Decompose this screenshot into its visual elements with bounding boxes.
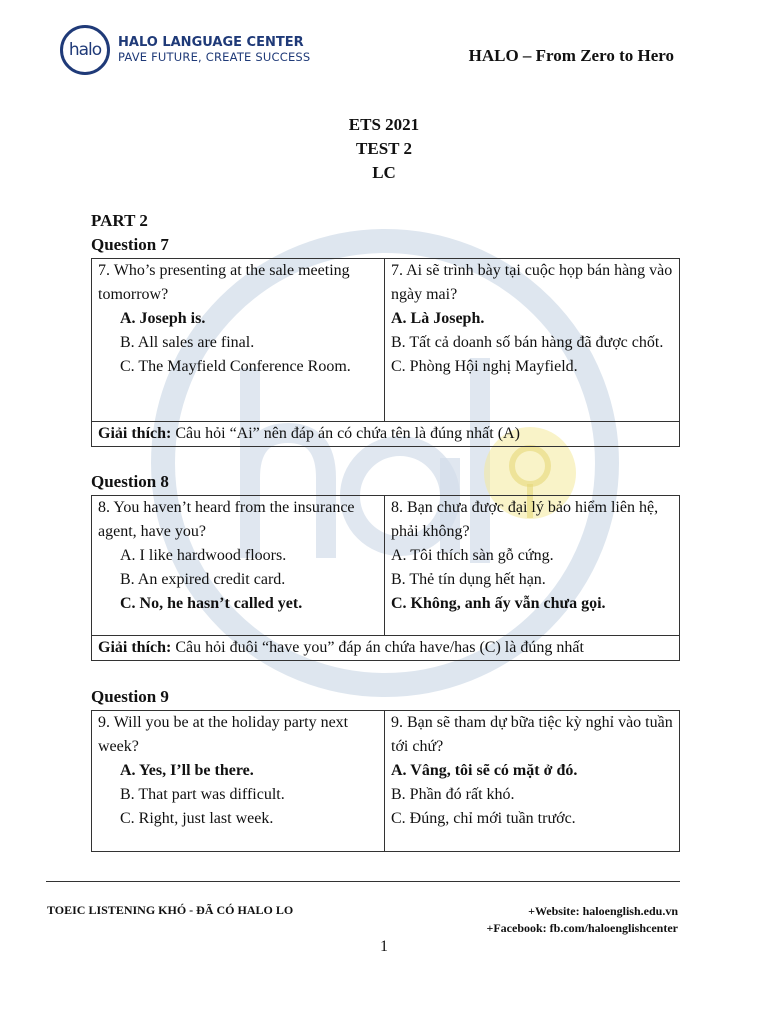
answer-option-vi: A. Vâng, tôi sẽ có mặt ở đó. [391, 762, 578, 779]
english-cell [92, 259, 385, 422]
question-table [91, 495, 680, 661]
question-heading: Question 7 [91, 235, 169, 254]
vietnamese-cell [385, 711, 680, 852]
question-prompt-en: 9. Will you be at the holiday party next week? [98, 714, 349, 755]
question-table [91, 258, 680, 447]
answer-option-vi: C. Không, anh ấy vẫn chưa gọi. [391, 595, 606, 612]
answer-option-vi: B. Tất cả doanh số bán hàng đã được chốt. [391, 334, 664, 351]
explanation-row [92, 422, 680, 447]
answer-option-en: C. Right, just last week. [120, 810, 274, 827]
header-tagline: HALO – From Zero to Hero [468, 46, 674, 65]
footer-facebook-link[interactable]: +Facebook: fb.com/haloenglishcenter [486, 921, 678, 935]
vietnamese-cell [385, 496, 680, 636]
answer-option-vi: C. Đúng, chỉ mới tuần trước. [391, 810, 576, 827]
answer-option-vi: A. Là Joseph. [391, 310, 485, 327]
question-prompt-vi: 7. Ai sẽ trình bày tại cuộc họp bán hàng vào ngày mai? [391, 262, 673, 303]
explanation-label: Giải thích: [98, 639, 172, 656]
question-heading: Question 9 [91, 687, 169, 706]
answer-option-en: C. The Mayfield Conference Room. [120, 358, 351, 375]
logo-name: HALO LANGUAGE CENTER [118, 34, 304, 50]
answer-option-vi: C. Phòng Hội nghị Mayfield. [391, 358, 578, 375]
halo-logo-icon: halo [60, 25, 110, 75]
answer-option-en: A. I like hardwood floors. [120, 547, 287, 564]
question-table [91, 710, 680, 852]
footer-slogan: TOEIC LISTENING KHÓ - ĐÃ CÓ HALO LO [47, 903, 294, 917]
explanation-label: Giải thích: [98, 425, 172, 442]
footer-divider [46, 881, 680, 882]
answer-option-en: B. That part was difficult. [120, 786, 285, 803]
question-heading: Question 8 [91, 472, 169, 491]
footer-contact [487, 903, 678, 937]
english-cell [92, 711, 385, 852]
question-prompt-vi: 9. Bạn sẽ tham dự bữa tiệc kỳ nghỉ vào tuần tới chứ? [391, 714, 673, 755]
english-cell [92, 496, 385, 636]
answer-option-en: B. All sales are final. [120, 334, 255, 351]
explanation-text: Câu hỏi “Ai” nên đáp án có chứa tên là đúng nhất (A) [175, 425, 520, 442]
answer-option-vi: B. Phần đó rất khó. [391, 786, 515, 803]
explanation-row [92, 636, 680, 661]
answer-option-en: A. Yes, I’ll be there. [120, 762, 254, 779]
halo-logo [60, 25, 310, 75]
logo-slogan: PAVE FUTURE, CREATE SUCCESS [118, 49, 311, 64]
question-prompt-en: 8. You haven’t heard from the insurance agent, have you? [98, 499, 355, 540]
footer-website-link[interactable]: +Website: haloenglish.edu.vn [528, 904, 678, 918]
answer-option-en: B. An expired credit card. [120, 571, 286, 588]
answer-option-en: A. Joseph is. [120, 310, 206, 327]
answer-option-en: C. No, he hasn’t called yet. [120, 595, 303, 612]
question-prompt-vi: 8. Bạn chưa được đại lý bảo hiểm liên hệ, phải không? [391, 499, 659, 540]
doc-title-lc: LC [372, 163, 396, 182]
page-number: 1 [380, 938, 388, 955]
answer-option-vi: A. Tôi thích sàn gỗ cứng. [391, 547, 554, 564]
question-prompt-en: 7. Who’s presenting at the sale meeting tomorrow? [98, 262, 350, 303]
doc-title-ets: ETS 2021 [348, 115, 420, 134]
explanation-text: Câu hỏi đuôi “have you” đáp án chứa have/has (C) là đúng nhất [175, 639, 584, 656]
vietnamese-cell [385, 259, 680, 422]
part-heading: PART 2 [91, 211, 148, 230]
answer-option-vi: B. Thẻ tín dụng hết hạn. [391, 571, 546, 588]
doc-title-test: TEST 2 [356, 139, 412, 158]
